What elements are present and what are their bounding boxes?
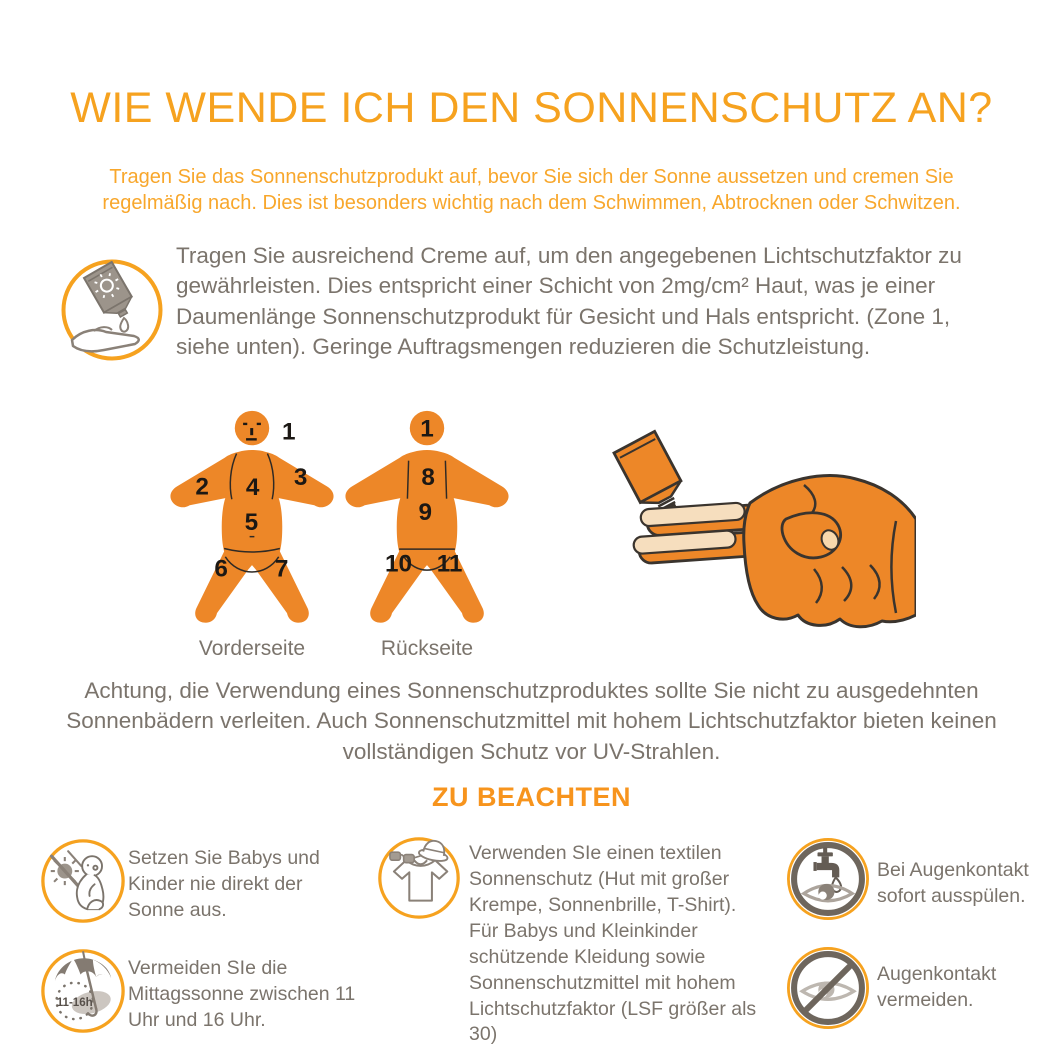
zone-number: 3	[293, 464, 308, 492]
notes-heading: ZU BEACHTEN	[432, 782, 631, 812]
note-textile-text: Verwenden SIe einen textilen Sonnenschutz (Hut mit großer Krempe, Sonnenbrille, T-Shirt). Für Babys und Kleinkinder schützende Kleidung sowie Sonnenschutzmittel mit hohem Lichtschutzfaktor (LSF größer als 30)	[469, 842, 757, 1046]
fingers-with-cream	[631, 501, 761, 564]
textile-protection-icon	[377, 836, 461, 920]
front-body-figure	[163, 410, 341, 636]
warning-text: Achtung, die Verwendung eines Sonnenschutzproduktes sollte Sie nicht zu ausgedehnten Sonnenbädern verleiten. Auch Sonnenschutzmittel mit hohem Lichtschutzfaktor bieten keinen vollständigen Schutz vor UV-Strahlen.	[66, 678, 997, 764]
zone-number: 4	[245, 474, 260, 502]
zone-number: 11	[436, 550, 463, 578]
hand-cream-illustration	[578, 423, 916, 638]
zone-number: 7	[274, 555, 289, 583]
front-figure-label: Vorderseite	[198, 637, 306, 660]
note-midday-text: Vermeiden SIe die Mittagssonne zwischen 11 Uhr und 16 Uhr.	[128, 957, 356, 1031]
intro-text: Tragen Sie das Sonnenschutzprodukt auf, bevor Sie sich der Sonne aussetzen und cremen Sie regelmäßig nach. Dies ist besonders wichtig nach dem Schwimmen, Abtrocknen oder Schwitzen.	[102, 166, 961, 215]
zone-number: 9	[418, 499, 432, 527]
back-body-figure	[338, 410, 516, 636]
midday-umbrella-clock-icon	[40, 948, 126, 1034]
note-rinse-text: Bei Augenkontakt sofort ausspülen.	[877, 859, 1029, 907]
zone-number: 6	[214, 555, 228, 583]
sunscreen-tube-hand-icon	[60, 258, 164, 362]
zone-number: 10	[384, 550, 413, 578]
rinse-eyes-tap-icon	[786, 837, 870, 921]
clock-label: 11-16h	[56, 996, 93, 1009]
page-title: WIE WENDE ICH DEN SONNENSCHUTZ AN?	[70, 84, 993, 132]
zone-number: 5	[244, 509, 259, 537]
note-baby-text: Setzen Sie Babys und Kinder nie direkt der Sonne aus.	[128, 847, 320, 921]
zone-number: 1	[420, 415, 434, 443]
note-avoid-text: Augenkontakt vermeiden.	[877, 963, 997, 1011]
application-text: Tragen Sie ausreichend Creme auf, um den angegebenen Lichtschutzfaktor zu gewährleisten. Dies entspricht einer Schicht von 2mg/cm² Haut, was je einer Daumenlänge Sonnenschutzprodukt für Gesicht und Hals entspricht. (Zone 1, siehe unten). Geringe Auftragsmengen reduzieren die Schutzleistung.	[176, 243, 962, 359]
zone-number: 8	[421, 464, 435, 492]
zone-number: 2	[195, 473, 209, 501]
back-figure-label: Rückseite	[380, 637, 474, 660]
no-sun-baby-icon	[40, 838, 126, 924]
avoid-eye-contact-icon	[786, 946, 870, 1030]
zone-number: 1	[282, 418, 296, 446]
